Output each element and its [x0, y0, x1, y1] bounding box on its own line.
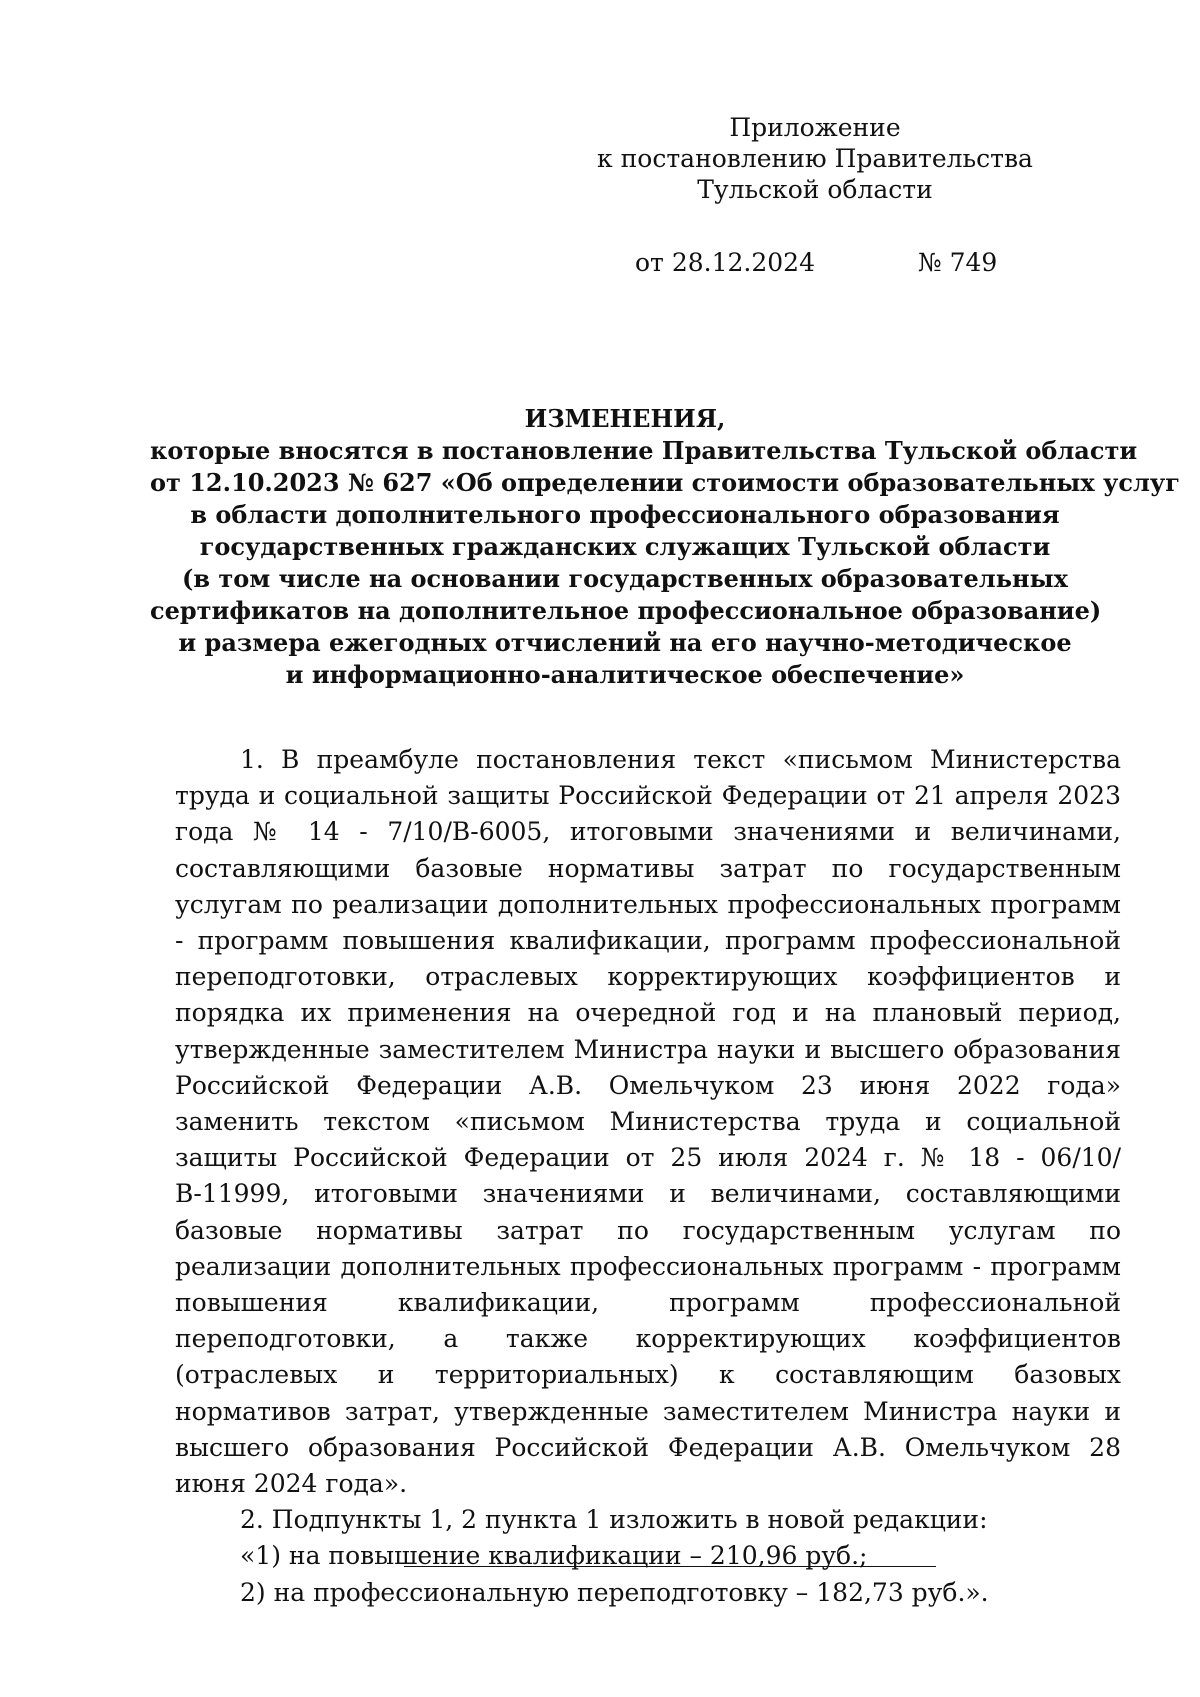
appendix-resolution-ref: к постановлению Правительства: [597, 144, 1033, 173]
title-line: и информационно-аналитическое обеспечение»: [285, 660, 965, 689]
document-title: [150, 403, 1180, 691]
paragraph-2: 2. Подпункты 1, 2 пункта 1 изложить в новой редакции:: [240, 1505, 988, 1535]
appendix-number: № 749: [918, 248, 998, 277]
title-line: от 12.10.2023 № 627 «Об определении стоимости образовательных услуг: [150, 468, 1180, 497]
appendix-date-number: [635, 247, 1015, 278]
title-line: (в том числе на основании государственных образовательных: [182, 564, 1068, 593]
appendix-date: от 28.12.2024: [635, 248, 815, 277]
title-line: которые вносятся в постановление Правительства Тульской области: [150, 436, 1138, 465]
appendix-header: [590, 112, 1040, 205]
appendix-region: Тульской области: [697, 175, 933, 204]
title-line: в области дополнительного профессионального образования: [190, 500, 1060, 529]
title-line: и размера ежегодных отчислений на его научно-методическое: [178, 628, 1072, 657]
title-heading: ИЗМЕНЕНИЯ,: [524, 404, 726, 433]
closing-separator-line: [404, 1566, 936, 1567]
document-body: [175, 742, 1121, 1611]
title-line: сертификатов на дополнительное профессиональное образование): [150, 596, 1102, 625]
list-item: «1) на повышение квалификации – 210,96 руб.;: [240, 1541, 868, 1571]
title-line: государственных гражданских служащих Тульской области: [199, 532, 1051, 561]
list-item: 2) на профессиональную переподготовку – 182,73 руб.».: [240, 1577, 989, 1607]
appendix-label: Приложение: [729, 113, 901, 142]
paragraph-1: 1. В преамбуле постановления текст «письмом Министерства труда и социальной защиты Российской Федерации от 21 апреля 2023 года № 14 - 7/10/В-6005, итоговыми значениями и величинами, составляющими базовые нормативы затрат по государственным услугам по реализации дополнительных профессиональных программ - программ повышения квалификации, программ профессиональной переподготовки, отраслевых корректирующих коэффициентов и порядка их применения на очередной год и на плановый период, утвержденные заместителем Министра науки и высшего образования Российской Федерации А.В. Омельчуком 23 июня 2022 года» заменить текстом «письмом Министерства труда и социальной защиты Российской Федерации от 25 июля 2024 г. № 18 - 06/10/В-11999, итоговыми значениями и величинами, составляющими базовые нормативы затрат по государственным услугам по реализации дополнительных профессиональных программ - программ повышения квалификации, программ профессиональной переподготовки, а также корректирующих коэффициентов (отраслевых и территориальных) к составляющим базовых нормативов затрат, утвержденные заместителем Министра науки и высшего образования Российской Федерации А.В. Омельчуком 28 июня 2024 года».: [175, 745, 1121, 1499]
